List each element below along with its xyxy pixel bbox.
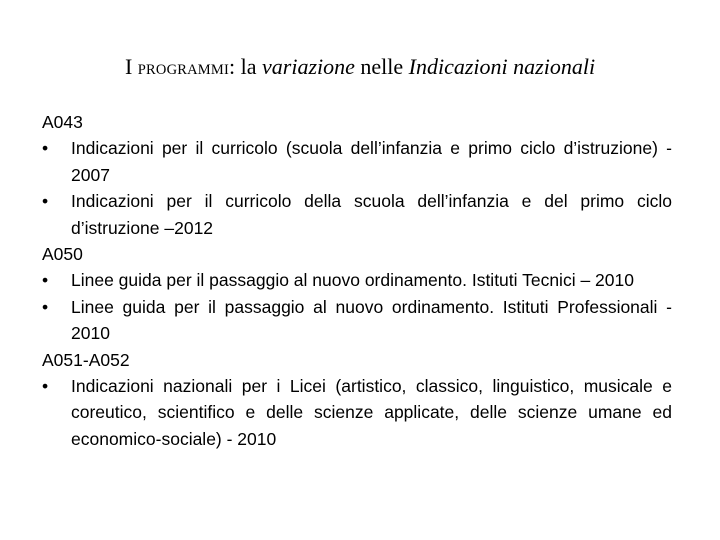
list-item: • Indicazioni nazionali per i Licei (artistico, classico, linguistico, musicale e coreutico, scientifico e delle scienze applicate, delle scienze umane ed economico-sociale) - 2010 [42,373,672,452]
group-code-a050: A050 [42,244,83,265]
title-italic-variazione: variazione [262,54,355,79]
list-item: • Indicazioni per il curricolo della scuola dell’infanzia e del primo ciclo d’istruzione –2012 [42,188,672,241]
title-after-caps: : la [229,54,263,79]
group-code-a043: A043 [42,112,83,132]
list-item: • Indicazioni per il curricolo (scuola dell’infanzia e primo ciclo d’istruzione) - 2007 [42,135,672,188]
group-code-a051-a052: A051-A052 [42,349,130,370]
title-middle: nelle [354,54,409,79]
group-list-a050 [42,267,672,346]
list-item: • Linee guida per il passaggio al nuovo ordinamento. Istituti Professionali - 2010 [42,294,672,347]
title-italic-indicazioni: Indicazioni nazionali [408,54,596,79]
title-small-caps: PROGRAMMI [137,62,230,78]
list-item: • Linee guida per il passaggio al nuovo ordinamento. Istituti Tecnici – 2010 [42,267,672,293]
group-list-a051-a052 [42,373,672,452]
slide-body [42,109,672,452]
slide-title [0,50,720,87]
group-list-a043 [42,135,672,241]
title-prefix: I [124,54,138,79]
